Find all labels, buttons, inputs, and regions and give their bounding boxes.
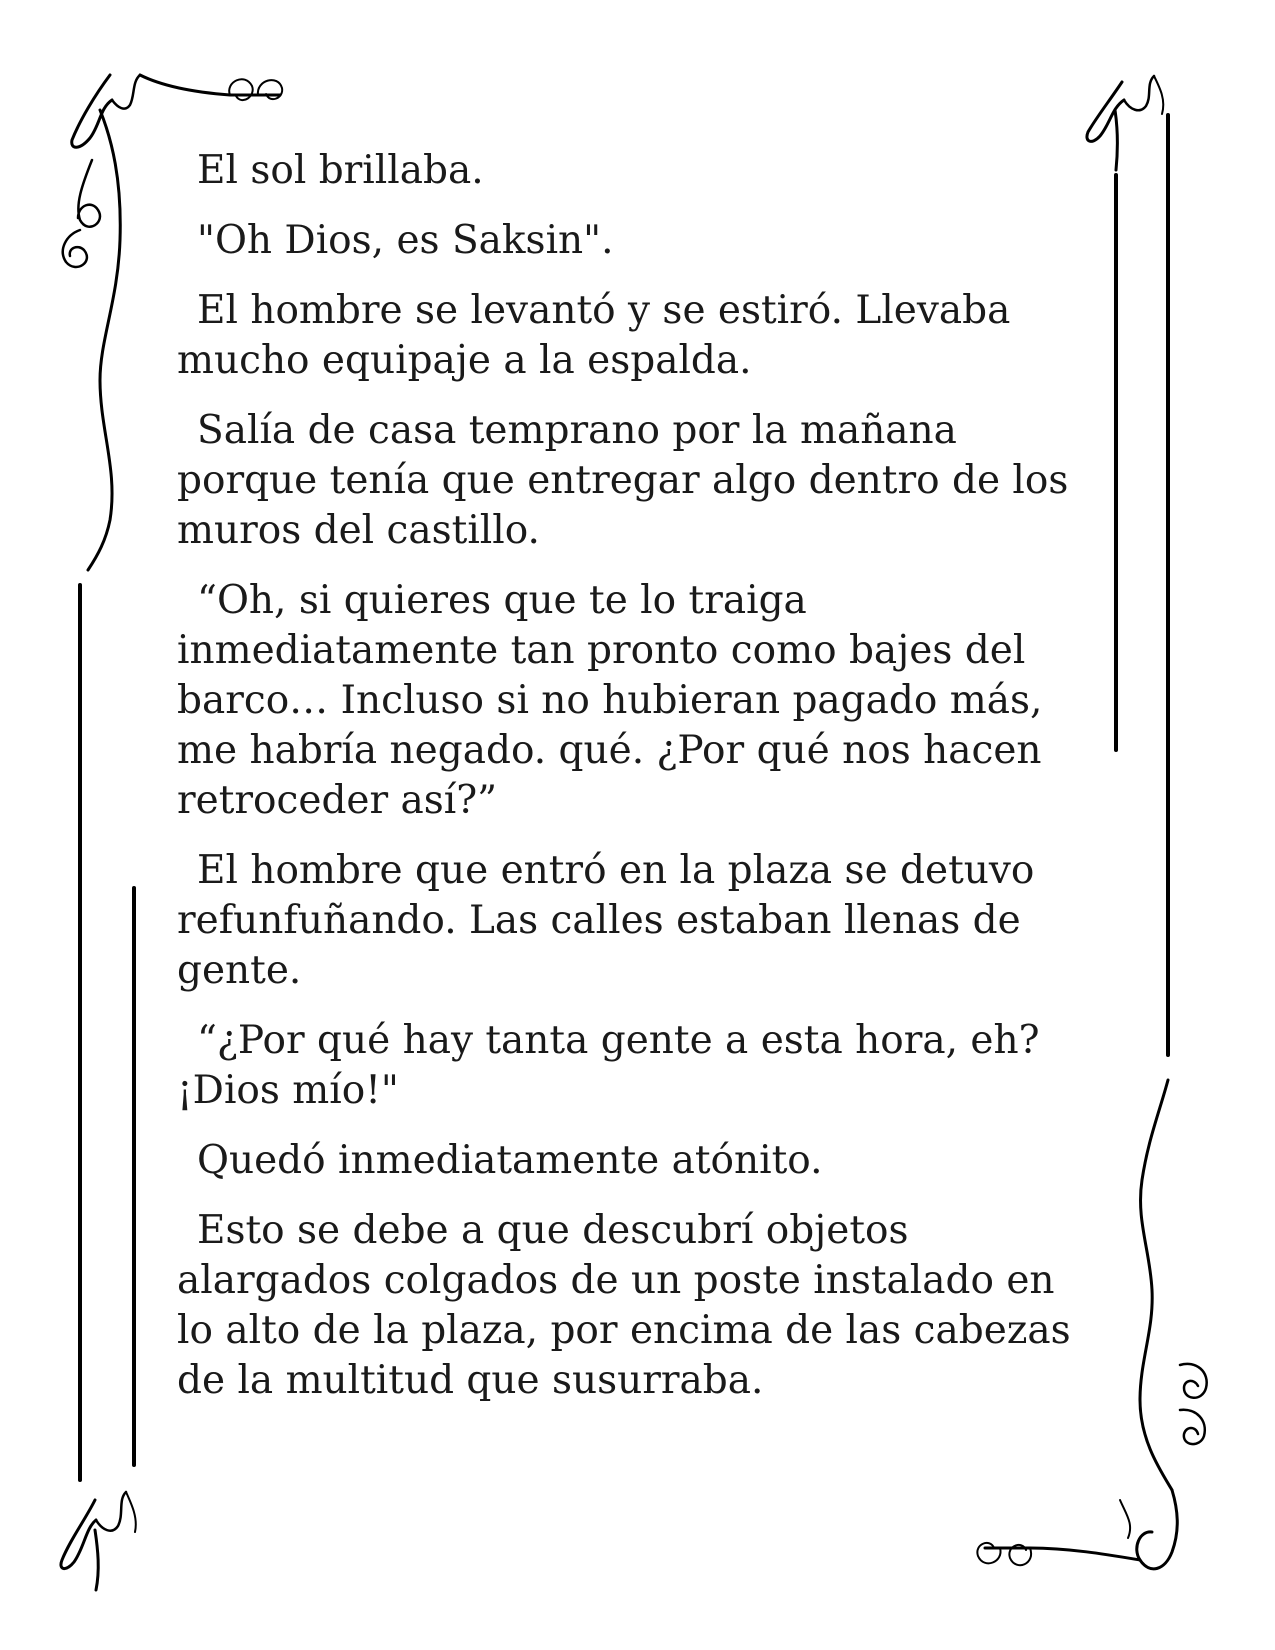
top-right-flourish-icon xyxy=(1087,76,1163,170)
paragraph: El hombre se levantó y se estiró. Llevaba mucho equipaje a la espalda. xyxy=(177,288,1011,383)
paragraph: Quedó inmediatamente atónito. xyxy=(197,1138,823,1183)
paragraph: El hombre que entró en la plaza se detuvo refunfuñando. Las calles estaban llenas de gente. xyxy=(177,848,1035,993)
paragraph: "Oh Dios, es Saksin". xyxy=(197,218,614,263)
paragraph: “Oh, si quieres que te lo traiga inmediatamente tan pronto como bajes del barco… Incluso si no hubieran pagado más, me habría negado. qué. ¿Por qué nos hacen retroceder así?” xyxy=(177,578,1043,823)
bottom-left-flourish-icon xyxy=(61,1492,136,1590)
paragraph: Esto se debe a que descubrí objetos alargados colgados de un poste instalado en lo alto de la plaza, por encima de las cabezas de la multitud que susurraba. xyxy=(177,1208,1071,1403)
paragraph: El sol brillaba. xyxy=(197,148,484,193)
paragraph: Salía de casa temprano por la mañana porque tenía que entregar algo dentro de los muros del castillo. xyxy=(177,408,1069,553)
paragraph: “¿Por qué hay tanta gente a esta hora, eh? ¡Dios mío!" xyxy=(177,1018,1040,1113)
story-text xyxy=(177,146,1077,1426)
